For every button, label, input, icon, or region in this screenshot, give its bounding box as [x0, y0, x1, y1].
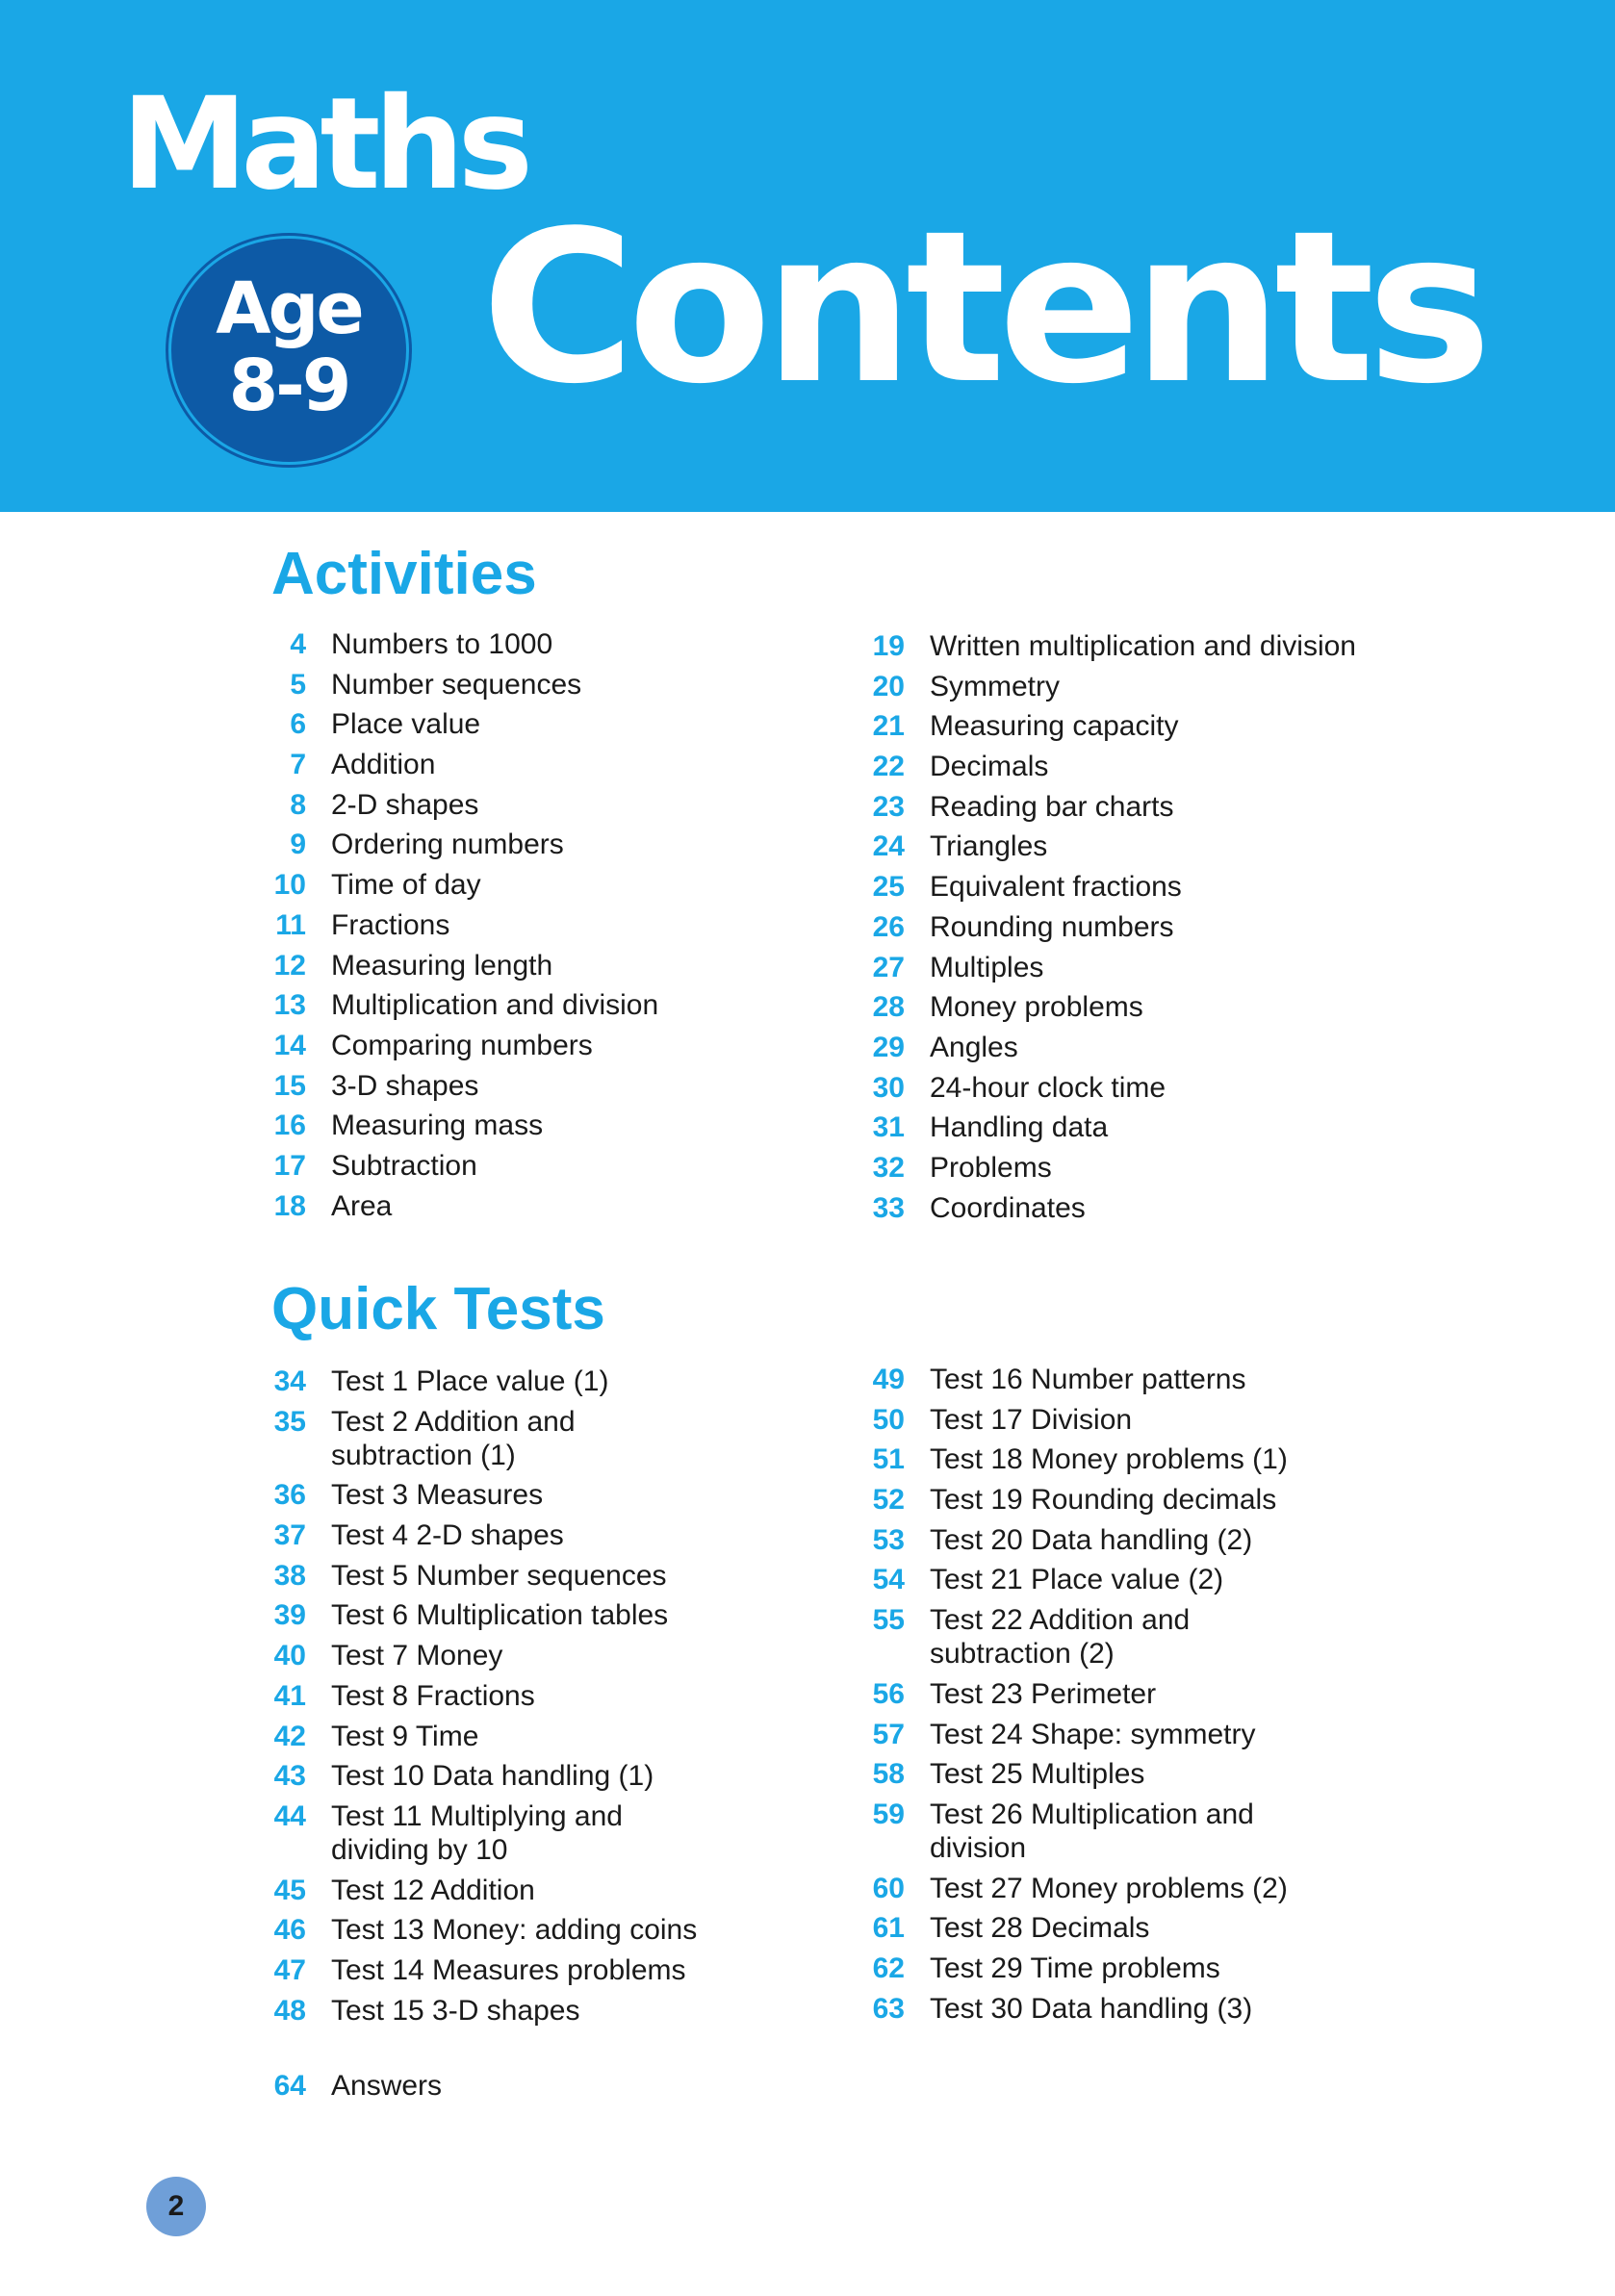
- toc-page-number: 24: [872, 830, 905, 863]
- toc-page-number: 30: [872, 1071, 905, 1104]
- activity-entry[interactable]: [271, 908, 810, 942]
- toc-page-number: 39: [273, 1599, 306, 1632]
- toc-page-number: 49: [872, 1364, 905, 1395]
- toc-entry-title: Test 18 Money problems (1): [930, 1443, 1288, 1476]
- toc-entry-title: Test 24 Shape: symmetry: [930, 1718, 1256, 1750]
- quick-tests-list-left: [271, 1365, 810, 2033]
- quick-test-entry[interactable]: [271, 1799, 810, 1867]
- quick-test-entry[interactable]: [870, 1992, 1525, 2026]
- toc-entry-title: Test 11 Multiplying and: [331, 1799, 623, 1832]
- toc-page-number: 47: [273, 1953, 306, 1986]
- toc-page-number: 57: [872, 1718, 905, 1750]
- toc-page-number: 43: [273, 1760, 306, 1793]
- toc-page-number: 7: [290, 749, 306, 781]
- age-badge: [171, 239, 406, 462]
- toc-entry-title: Test 13 Money: adding coins: [331, 1914, 698, 1947]
- toc-entry-title: Test 30 Data handling (3): [930, 1992, 1253, 2025]
- toc-entry-title: Fractions: [331, 908, 450, 941]
- toc-page-number: 26: [872, 910, 905, 943]
- toc-page-number: 38: [273, 1559, 306, 1592]
- toc-page-number: 63: [872, 1992, 905, 2025]
- toc-entry-title: Numbers to 1000: [331, 628, 553, 660]
- toc-entry-title: Comparing numbers: [331, 1029, 593, 1061]
- toc-page-number: 18: [273, 1189, 306, 1222]
- toc-entry-title: Test 7 Money: [331, 1640, 503, 1672]
- toc-page-number: 53: [872, 1523, 905, 1556]
- quick-tests-heading: Quick Tests: [271, 1276, 605, 1342]
- toc-page-number: 59: [872, 1798, 905, 1830]
- activity-entry[interactable]: [271, 949, 810, 982]
- quick-test-entry[interactable]: [271, 1478, 810, 1512]
- toc-entry-title: Test 6 Multiplication tables: [331, 1599, 669, 1632]
- page-title: Contents: [481, 187, 1485, 430]
- toc-entry-title: 24-hour clock time: [930, 1071, 1166, 1104]
- toc-page-number: 55: [872, 1604, 905, 1637]
- toc-entry-title: Test 8 Fractions: [331, 1679, 535, 1712]
- toc-page-number: 50: [872, 1403, 905, 1436]
- quick-test-entry[interactable]: [271, 1759, 810, 1793]
- toc-entry-title: Test 22 Addition and: [930, 1604, 1191, 1637]
- toc-page-number: 40: [273, 1640, 306, 1672]
- activity-entry[interactable]: [271, 828, 810, 861]
- quick-test-entry[interactable]: [870, 1363, 1525, 1396]
- toc-page-number: 21: [872, 710, 905, 743]
- toc-entry-title: Test 9 Time: [331, 1720, 479, 1752]
- activity-entry[interactable]: [271, 1149, 810, 1183]
- toc-page-number: 64: [273, 2070, 306, 2102]
- quick-test-entry[interactable]: [271, 1598, 810, 1632]
- activity-entry[interactable]: [271, 1069, 810, 1103]
- activity-entry[interactable]: [870, 1151, 1525, 1185]
- activity-entry[interactable]: [870, 1031, 1525, 1064]
- activities-heading: Activities: [271, 541, 537, 607]
- toc-page-number: 17: [273, 1149, 306, 1182]
- toc-page-number: 33: [872, 1191, 905, 1224]
- quick-test-entry[interactable]: [870, 1872, 1525, 1905]
- toc-page-number: 58: [872, 1758, 905, 1791]
- quick-test-entry[interactable]: [870, 1563, 1525, 1596]
- quick-tests-list-right: [870, 1363, 1525, 2031]
- quick-test-entry[interactable]: [870, 1952, 1525, 1985]
- toc-entry-title: Time of day: [331, 869, 481, 902]
- toc-entry-title: Test 29 Time problems: [930, 1952, 1220, 1984]
- quick-test-entry[interactable]: [271, 1559, 810, 1593]
- series-title: Maths: [121, 70, 527, 218]
- toc-entry-title: Test 19 Rounding decimals: [930, 1484, 1277, 1517]
- activity-entry[interactable]: [870, 670, 1525, 703]
- toc-page-number: 14: [273, 1029, 306, 1061]
- toc-entry-title: Handling data: [930, 1111, 1109, 1144]
- activity-entry[interactable]: [271, 1189, 810, 1223]
- toc-page-number: 34: [273, 1365, 306, 1397]
- quick-test-entry[interactable]: [870, 1403, 1525, 1437]
- toc-entry-title-continued: subtraction (1): [331, 1439, 516, 1471]
- toc-page-number: 29: [872, 1031, 905, 1063]
- age-range: 8-9: [228, 344, 349, 427]
- quick-test-entry[interactable]: [271, 1913, 810, 1947]
- activity-entry[interactable]: [271, 1029, 810, 1062]
- toc-page-number: 6: [290, 708, 306, 741]
- toc-page-number: 54: [872, 1564, 905, 1596]
- toc-page-number: 13: [273, 989, 306, 1022]
- toc-entry-title: Written multiplication and division: [930, 630, 1356, 662]
- page-number-badge: 2: [146, 2177, 206, 2236]
- quick-test-entry[interactable]: [271, 1679, 810, 1713]
- toc-page-number: 20: [872, 670, 905, 702]
- toc-page-number: 35: [273, 1405, 306, 1438]
- toc-entry-title: 3-D shapes: [331, 1069, 479, 1102]
- toc-page-number: 37: [273, 1519, 306, 1552]
- quick-test-entry[interactable]: [271, 1639, 810, 1672]
- activities-list-right: [870, 629, 1525, 1231]
- activity-entry[interactable]: [870, 870, 1525, 904]
- activity-entry[interactable]: [870, 1110, 1525, 1144]
- header-banner: [0, 0, 1615, 512]
- quick-test-entry[interactable]: [870, 1757, 1525, 1791]
- toc-entry-title: Number sequences: [331, 668, 582, 701]
- quick-test-entry[interactable]: [870, 1483, 1525, 1517]
- toc-page-number: 61: [872, 1912, 905, 1945]
- toc-page-number: 52: [872, 1484, 905, 1517]
- toc-entry-title: Test 5 Number sequences: [331, 1559, 667, 1592]
- toc-page-number: 15: [273, 1069, 306, 1102]
- toc-entry-title: Test 28 Decimals: [930, 1912, 1150, 1945]
- toc-page-number: 9: [290, 829, 306, 861]
- toc-page-number: 44: [273, 1799, 306, 1832]
- toc-page-number: 19: [872, 630, 905, 662]
- quick-test-entry[interactable]: [870, 1442, 1525, 1476]
- toc-page-number: 36: [273, 1479, 306, 1512]
- activity-entry[interactable]: [870, 1191, 1525, 1225]
- toc-entry-title: Measuring mass: [331, 1110, 544, 1142]
- toc-entry-title: Angles: [930, 1031, 1018, 1063]
- toc-page-number: 28: [872, 991, 905, 1024]
- toc-entry-title: Test 17 Division: [930, 1403, 1133, 1436]
- toc-entry-title: Ordering numbers: [331, 829, 564, 861]
- toc-page-number: 10: [273, 869, 306, 902]
- toc-entry-title: Test 20 Data handling (2): [930, 1523, 1253, 1556]
- activity-entry[interactable]: [271, 668, 810, 702]
- toc-page-number: 41: [273, 1679, 306, 1712]
- toc-page-number: 42: [273, 1720, 306, 1752]
- toc-entry-title: Triangles: [930, 830, 1048, 863]
- toc-entry-title: Money problems: [930, 991, 1143, 1024]
- quick-test-entry[interactable]: [271, 1518, 810, 1552]
- toc-entry-title: Test 27 Money problems (2): [930, 1872, 1288, 1904]
- toc-entry-title: Rounding numbers: [930, 910, 1174, 943]
- quick-test-entry[interactable]: [870, 1603, 1525, 1671]
- toc-page-number: 22: [872, 751, 905, 783]
- activity-entry[interactable]: [870, 990, 1525, 1024]
- activity-entry[interactable]: [271, 868, 810, 902]
- quick-test-entry[interactable]: [870, 1718, 1525, 1751]
- activities-list-left: [271, 627, 810, 1229]
- toc-page-number: 4: [290, 628, 306, 660]
- toc-entry-title: Measuring capacity: [930, 710, 1179, 743]
- answers-entry[interactable]: [271, 2069, 810, 2103]
- activity-entry[interactable]: [271, 748, 810, 781]
- toc-entry-title: Place value: [331, 708, 481, 741]
- toc-page-number: 45: [273, 1874, 306, 1906]
- toc-entry-title: Multiples: [930, 951, 1044, 983]
- toc-entry-title: Decimals: [930, 751, 1049, 783]
- quick-test-entry[interactable]: [870, 1677, 1525, 1711]
- toc-page-number: 56: [872, 1677, 905, 1710]
- toc-entry-title: Addition: [331, 749, 436, 781]
- toc-entry-title: Measuring length: [331, 949, 553, 982]
- toc-entry-title: Reading bar charts: [930, 790, 1174, 823]
- toc-entry-title: Test 16 Number patterns: [930, 1364, 1246, 1395]
- toc-entry-title: Area: [331, 1189, 393, 1222]
- toc-entry-title: Test 10 Data handling (1): [331, 1760, 654, 1793]
- activity-entry[interactable]: [870, 629, 1525, 663]
- quick-test-entry[interactable]: [271, 1953, 810, 1987]
- toc-entry-title: Test 4 2-D shapes: [331, 1519, 564, 1552]
- toc-entry-title-continued: subtraction (2): [930, 1638, 1115, 1671]
- age-label: Age: [216, 268, 362, 350]
- toc-entry-title: Equivalent fractions: [930, 871, 1182, 904]
- activity-entry[interactable]: [870, 750, 1525, 783]
- activity-entry[interactable]: [870, 951, 1525, 984]
- toc-entry-title: 2-D shapes: [331, 788, 479, 821]
- activity-entry[interactable]: [271, 627, 810, 661]
- quick-test-entry[interactable]: [271, 1365, 810, 1398]
- toc-page-number: 31: [872, 1111, 905, 1144]
- toc-entry-title: Test 26 Multiplication and: [930, 1798, 1254, 1830]
- toc-entry-title: Multiplication and division: [331, 989, 659, 1022]
- toc-page-number: 32: [872, 1151, 905, 1184]
- toc-page-number: 8: [290, 788, 306, 821]
- answers-list: [271, 2069, 810, 2109]
- activity-entry[interactable]: [870, 829, 1525, 863]
- activity-entry[interactable]: [271, 988, 810, 1022]
- toc-entry-title: Test 25 Multiples: [930, 1758, 1145, 1791]
- toc-entry-title: Problems: [930, 1151, 1052, 1184]
- toc-page-number: 46: [273, 1914, 306, 1947]
- toc-page-number: 25: [872, 871, 905, 904]
- activity-entry[interactable]: [271, 1109, 810, 1142]
- quick-test-entry[interactable]: [271, 1720, 810, 1753]
- activity-entry[interactable]: [870, 1071, 1525, 1105]
- quick-test-entry[interactable]: [271, 1874, 810, 1907]
- toc-page-number: 27: [872, 951, 905, 983]
- toc-page-number: 51: [872, 1443, 905, 1476]
- toc-entry-title: Test 21 Place value (2): [930, 1564, 1224, 1596]
- quick-test-entry[interactable]: [271, 1994, 810, 2028]
- toc-entry-title: Test 3 Measures: [331, 1479, 544, 1512]
- quick-test-entry[interactable]: [870, 1798, 1525, 1865]
- toc-entry-title: Answers: [331, 2070, 443, 2102]
- toc-entry-title: Test 1 Place value (1): [331, 1365, 609, 1397]
- activity-entry[interactable]: [870, 910, 1525, 944]
- toc-entry-title: Test 23 Perimeter: [930, 1677, 1157, 1710]
- toc-entry-title: Coordinates: [930, 1191, 1086, 1224]
- toc-entry-title: Test 2 Addition and: [331, 1405, 576, 1438]
- toc-page-number: 23: [872, 790, 905, 823]
- toc-page-number: 5: [290, 668, 306, 701]
- toc-page-number: 60: [872, 1872, 905, 1904]
- quick-test-entry[interactable]: [870, 1523, 1525, 1557]
- activity-entry[interactable]: [870, 790, 1525, 824]
- toc-entry-title: Test 14 Measures problems: [331, 1953, 686, 1986]
- activity-entry[interactable]: [271, 707, 810, 741]
- toc-entry-title: Test 15 3-D shapes: [331, 1994, 580, 2027]
- toc-entry-title-continued: dividing by 10: [331, 1833, 508, 1866]
- toc-page-number: 11: [275, 908, 306, 941]
- toc-entry-title-continued: division: [930, 1831, 1027, 1864]
- quick-test-entry[interactable]: [271, 1405, 810, 1472]
- toc-entry-title: Subtraction: [331, 1149, 477, 1182]
- toc-page-number: 16: [273, 1110, 306, 1142]
- toc-page-number: 12: [273, 949, 306, 982]
- toc-page-number: 62: [872, 1952, 905, 1984]
- activity-entry[interactable]: [271, 788, 810, 822]
- activity-entry[interactable]: [870, 709, 1525, 743]
- toc-page-number: 48: [273, 1994, 306, 2027]
- quick-test-entry[interactable]: [870, 1911, 1525, 1945]
- toc-entry-title: Symmetry: [930, 670, 1060, 702]
- toc-entry-title: Test 12 Addition: [331, 1874, 535, 1906]
